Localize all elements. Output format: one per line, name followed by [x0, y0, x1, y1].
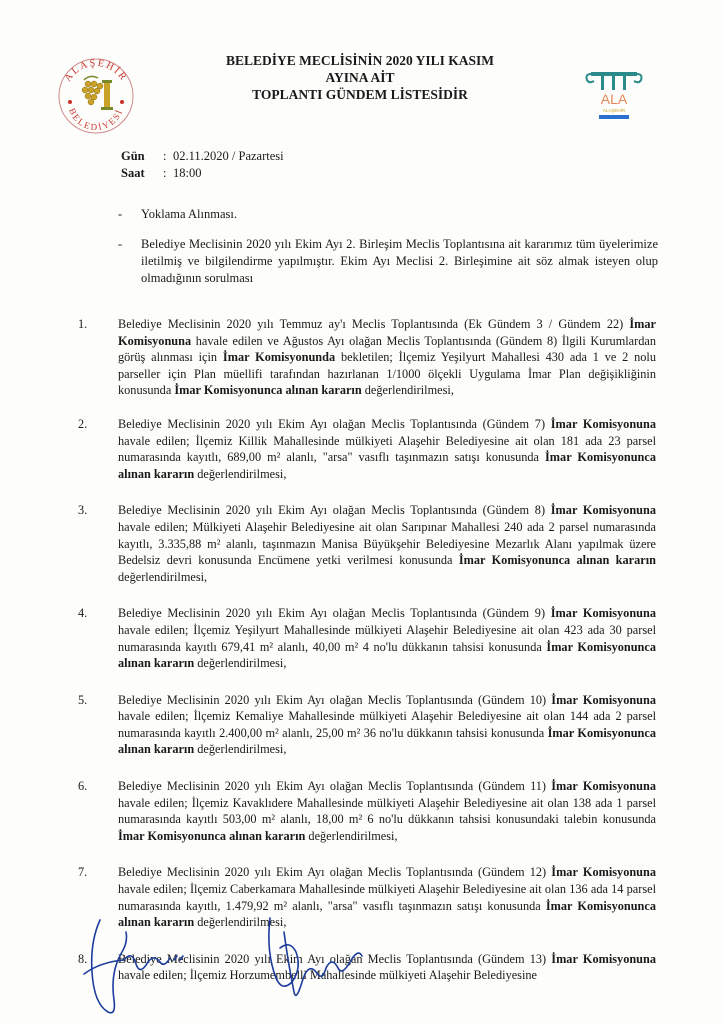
agenda-bold: İmar Komisyonuna [551, 865, 657, 880]
agenda-item [78, 316, 656, 399]
signatures [70, 912, 400, 1022]
title-line-2: AYINA AİT [325, 70, 395, 85]
agenda-text: Belediye Meclisinin 2020 yılı Ekim Ayı olağan Meclis Toplantısında (Gündem 12) [118, 865, 552, 880]
agenda-number: 1. [78, 317, 88, 331]
svg-text:ALAŞEHİR: ALAŞEHİR [62, 57, 130, 84]
agenda-number: 4. [78, 606, 88, 621]
agenda-bold: İmar Komisyonunca alınan kararın [118, 450, 656, 481]
title-line-3: TOPLANTI GÜNDEM LİSTESİDİR [252, 87, 468, 102]
agenda-text: değerlendirilmesi, [194, 466, 287, 481]
agenda-text: Belediye Meclisinin 2020 yılı Ekim Ayı olağan Meclis Toplantısında (Gündem 8) [118, 503, 551, 518]
bullet-dash: - [118, 207, 123, 221]
agenda-item [78, 778, 656, 844]
agenda-bold: İmar Komisyonuna [551, 779, 656, 794]
ala-brand-logo [583, 66, 645, 124]
ala-logo-text: ALA [600, 91, 628, 107]
agenda-number: 2. [78, 416, 88, 431]
signature-left [84, 920, 183, 1013]
time-label: Saat [121, 166, 145, 180]
bullet-item [118, 206, 658, 223]
agenda-text: değerlendirilmesi, [194, 915, 287, 930]
svg-text:BELEDİYESİ: BELEDİYESİ [67, 106, 125, 133]
agenda-text: Belediye Meclisinin 2020 yılı Temmuz ay'ı Meclis Toplantısında (Ek Gündem 3 / Gündem 22) [118, 317, 630, 331]
title-line-1: BELEDİYE MECLİSİNİN 2020 YILI KASIM [225, 53, 495, 68]
agenda-bold: İmar Komisyonunca alınan kararın [458, 553, 656, 568]
agenda-text: değerlendirilmesi, [118, 569, 208, 584]
agenda-text: bekletilen; İlçemiz Yeşilyurt Mahallesi 430 ada 1 ve 2 nolu parseller için Plan müellifi tarafından hazırlanan 1/1000 ölçekli Uygulama İmar Plan değişikliğinin konusunda [118, 350, 657, 398]
agenda-bold: İmar Komisyonunca alınan kararın [118, 898, 656, 930]
agenda-text: havale edilen; İlçemiz Killik Mahallesinde mülkiyeti Alaşehir Belediyesine ait olan 181 ada 23 parsel numarasında kayıtlı, 689,00 m² alanlı, "arsa" vasıflı taşınmazın satışı konusunda [118, 433, 656, 465]
signature-right [269, 918, 362, 995]
bullet-dash: - [118, 237, 123, 251]
agenda-text: değerlendirilmesi, [194, 656, 287, 671]
bullet-text: Belediye Meclisinin 2020 yılı Ekim Ayı 2. Birleşim Meclis Toplantısına ait kararımız tüm üyelerimize iletilmiş ve bilgilendirme yapılmıştır. Ekim Ayı Meclisi 2. Birleşimine ait söz almak isteyen olup olmadığının sorulması [141, 237, 658, 285]
agenda-text: havale edilen; İlçemiz Caberkamara Mahallesinde mülkiyeti Alaşehir Belediyesine ait olan 136 ada 14 parsel numarasında kayıtlı, 1.479,92 m² alanlı, "arsa" vasıflı taşınmazın satışı konusunda [118, 882, 656, 913]
day-label: Gün [121, 149, 145, 163]
agenda-item [78, 416, 656, 482]
agenda-text: Belediye Meclisinin 2020 yılı Ekim Ayı olağan Meclis Toplantısında (Gündem 13) [118, 951, 552, 966]
agenda-bold: İmar Komisyonunca alınan kararın [118, 828, 306, 843]
agenda-bold: İmar Komisyonunca alınan kararın [118, 639, 656, 671]
agenda-text: değerlendirilmesi, [305, 828, 398, 843]
document-title [190, 52, 530, 103]
agenda-text: Belediye Meclisinin 2020 yılı Ekim Ayı olağan Meclis Toplantısında (Gündem 9) [118, 606, 551, 621]
agenda-text: havale edilen; İlçemiz Horzumembelli Mahallesinde mülkiyeti Alaşehir Belediyesine [118, 968, 537, 983]
meeting-meta [121, 148, 284, 182]
agenda-text: havale edilen; İlçemiz Kemaliye Mahallesinde mülkiyeti Alaşehir Belediyesine ait olan 144 ada 2 parsel numarasında kayıtlı 2.400,00 m² alanlı, 25,00 m² 36 no'lu dükkanın tahsisi konusunda [118, 709, 656, 740]
agenda-bold: İmar Komisyonuna [118, 317, 656, 348]
ala-logo-subtext: ALAŞEHİR [602, 108, 626, 113]
day-value: 02.11.2020 / Pazartesi [173, 149, 284, 163]
agenda-text: havale edilen ve Ağustos Ayı olağan Meclis Toplantısında (Gündem 8) İlgili Kurumlardan görüş alınması için [118, 333, 656, 365]
agenda-item [78, 502, 656, 585]
time-value: 18:00 [173, 166, 202, 180]
agenda-bold: İmar Komisyonuna [550, 503, 657, 518]
time-separator: : [163, 166, 167, 180]
bullet-item [118, 236, 658, 287]
agenda-text: havale edilen; İlçemiz Kavaklıdere Mahallesinde mülkiyeti Alaşehir Belediyesine ait olan 138 ada 1 parsel numarasında kayıtlı 503,00 m² alanlı, 18,00 m² 6 no'lu dükkanın tahsisi konusundaki talebin konusunda [118, 795, 656, 827]
agenda-item [78, 692, 656, 758]
agenda-bold: İmar Komisyonuna [551, 951, 657, 966]
agenda-number: 5. [78, 692, 88, 707]
agenda-number: 8. [78, 951, 88, 966]
agenda-text: değerlendirilmesi, [194, 742, 287, 757]
municipality-seal-logo [54, 52, 138, 136]
agenda-text: Belediye Meclisinin 2020 yılı Ekim Ayı olağan Meclis Toplantısında (Gündem 7) [118, 416, 551, 431]
day-separator: : [163, 149, 167, 163]
agenda-list [78, 316, 656, 984]
agenda-text: havale edilen; Mülkiyeti Alaşehir Belediyesine ait olan Sarıpınar Mahallesi 240 ada 2 parsel numarasında kayıtlı, 3.335,88 m² alanlı, taşınmazın Manisa Büyükşehir Belediyesine Mezarlık Alanı yapılmak üzere Bedelsiz devri konusunda Encümene yetki verilmesi konusunda [118, 519, 656, 568]
agenda-bold: İmar Komisyonuna [550, 416, 657, 431]
agenda-item [78, 605, 656, 671]
agenda-number: 6. [78, 779, 88, 794]
agenda-text: havale edilen; İlçemiz Yeşilyurt Mahallesinde mülkiyeti Alaşehir Belediyesine ait olan 423 ada 30 parsel numarasında kayıtlı 679,41 m² alanlı, 40,00 m² 4 no'lu dükkanın tahsisi konusunda [118, 622, 656, 654]
preliminary-items [118, 206, 658, 300]
agenda-bold: İmar Komisyonunda [222, 350, 336, 365]
agenda-text: Belediye Meclisinin 2020 yılı Ekim Ayı olağan Meclis Toplantısında (Gündem 10) [118, 692, 552, 707]
time-row [121, 165, 284, 182]
agenda-text: Belediye Meclisinin 2020 yılı Ekim Ayı olağan Meclis Toplantısında (Gündem 11) [118, 779, 552, 794]
agenda-bold: İmar Komisyonuna [551, 692, 657, 707]
agenda-bold: İmar Komisyonuna [550, 606, 657, 621]
agenda-text: değerlendirilmesi, [361, 383, 454, 398]
agenda-number: 3. [78, 503, 88, 518]
agenda-bold: İmar Komisyonunca alınan kararın [174, 383, 362, 398]
agenda-number: 7. [78, 865, 88, 880]
bullet-text: Yoklama Alınması. [141, 207, 237, 221]
day-row [121, 148, 284, 165]
agenda-bold: İmar Komisyonunca alınan kararın [118, 725, 656, 757]
